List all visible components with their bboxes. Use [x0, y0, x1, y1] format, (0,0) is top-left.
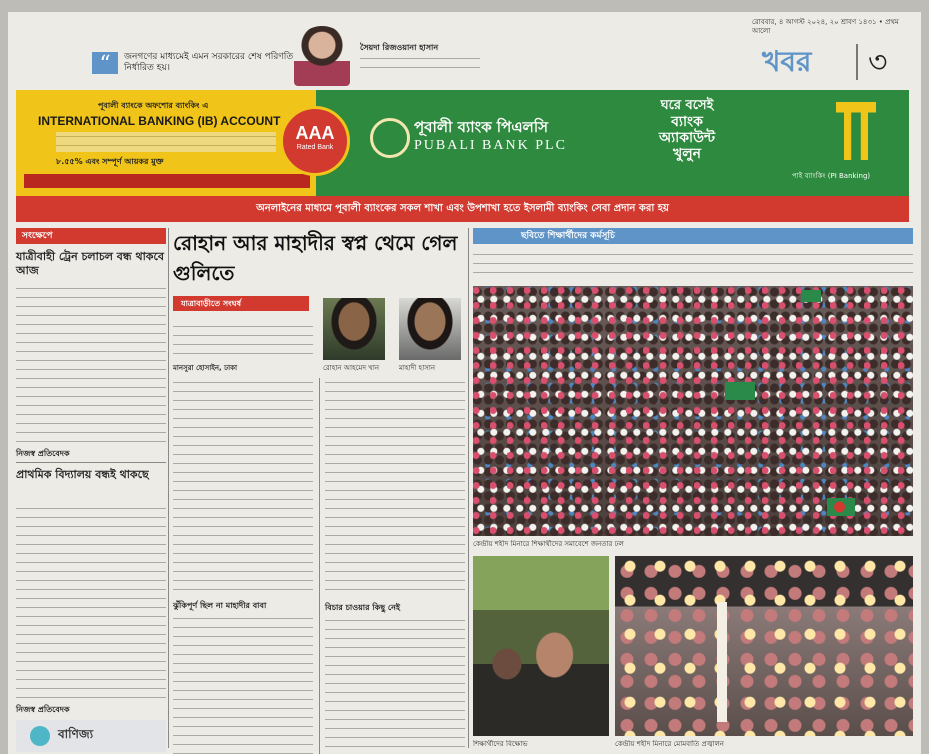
commerce-footer — [16, 720, 166, 752]
flag-icon-3 — [801, 290, 821, 302]
column-rule-3 — [468, 228, 469, 748]
sidebar-divider — [16, 462, 166, 463]
subhead: ঝুঁকিপূর্ণ ছিল না মাহাদীর বাবা — [173, 601, 267, 610]
badge-sub: Rated Bank — [296, 144, 334, 151]
ad-fineprint — [56, 132, 276, 152]
protest-photo — [473, 556, 609, 736]
quote-author-detail — [360, 54, 480, 72]
quote-author: সৈয়দা রিজওয়ানা হাসান — [360, 43, 439, 52]
candle-icon — [717, 602, 727, 722]
photo-section-label: ছবিতে শিক্ষার্থীদের কর্মসূচি — [473, 228, 913, 244]
page-number: ৩ — [868, 45, 888, 80]
cta-line-4: খুলুন — [673, 146, 701, 162]
caption-rohan: রোহান আহমেদ খান — [323, 364, 380, 372]
body-column-left-cont — [173, 614, 313, 754]
candle-vigil-caption: কেন্দ্রীয় শহীদ মিনারে মোমবাতি প্রজ্বালন — [615, 740, 724, 748]
photo-section — [473, 228, 913, 754]
intro-text — [173, 322, 313, 358]
subhead-2: বিচার চাওয়ার কিছু নেই — [325, 603, 401, 612]
pi-label: পাই ব্যাংকিং (PI Banking) — [792, 172, 871, 180]
story1-body — [16, 284, 166, 446]
candle-vigil-photo — [615, 556, 913, 736]
quote-icon: “ — [92, 52, 118, 74]
story1-credit: নিজস্ব প্রতিবেদক — [16, 449, 70, 458]
aaa-badge — [280, 106, 350, 176]
ad-lead: পূবালী ব্যাংকে অফশোর ব্যাংকিং এ — [98, 101, 209, 110]
body-column-left — [173, 378, 313, 594]
ad-yellow-panel — [16, 90, 316, 196]
ad-bottom-banner: অনলাইনের মাধ্যমে পূবালী ব্যাংকের সকল শাখা এবং উপশাখা হতে ইসলামী ব্যাংকিং সেবা প্রদান করা হয় — [16, 196, 909, 222]
newspaper-page — [8, 12, 921, 754]
ad-phone-strip — [24, 174, 310, 188]
portrait-rohan — [323, 298, 385, 360]
story2-headline: প্রাথমিক বিদ্যালয় বন্ধই থাকছে — [16, 468, 149, 481]
photo-section-intro — [473, 250, 913, 280]
story1-headline: যাত্রীবাহী ট্রেন চলাচল বন্ধ থাকবে আজ — [16, 250, 164, 277]
main-headline: রোহান আর মাহাদীর স্বপ্ন থেমে গেল গুলিতে — [173, 231, 458, 285]
flag-icon-2 — [827, 498, 855, 516]
crowd-caption: কেন্দ্রীয় শহীদ মিনারে শিক্ষার্থীদের সমাবেশে জনতার ঢল — [473, 540, 624, 548]
section-divider — [856, 44, 858, 80]
kicker-label: যাত্রাবাড়ীতে সংঘর্ষ — [173, 296, 309, 311]
crowd-photo — [473, 286, 913, 536]
section-title: খবর — [762, 45, 812, 78]
caption-mahadi: মাহাদী হাসান — [399, 364, 436, 372]
column-rule-1 — [168, 228, 169, 748]
cta-line-2: ব্যাংক — [671, 114, 703, 130]
byline: মানসুরা হোসাইন, ঢাকা — [173, 364, 238, 372]
body-column-right — [325, 378, 465, 598]
ad-title: INTERNATIONAL BANKING (IB) ACCOUNT — [38, 114, 281, 128]
badge-main: AAA — [295, 123, 335, 143]
commerce-label: বাণিজ্য — [58, 727, 94, 741]
dateline: রোববার, ৪ আগস্ট ২০২৪, ২০ শ্রাবণ ১৪৩১ • প্রথম আলো — [752, 18, 899, 35]
commerce-icon — [30, 726, 50, 746]
ad-cta — [622, 98, 752, 162]
story2-credit: নিজস্ব প্রতিবেদক — [16, 705, 70, 714]
portrait-mahadi — [399, 298, 461, 360]
story2-body — [16, 504, 166, 702]
pubali-bank-advert — [16, 90, 909, 222]
cta-line-3: অ্যাকাউন্ট — [658, 130, 716, 146]
flag-icon — [725, 382, 755, 400]
bank-logo-icon — [370, 118, 410, 158]
protest-caption: শিক্ষার্থীদের বিক্ষোভ — [473, 740, 528, 748]
pi-logo-icon — [836, 102, 876, 160]
body-column-right-cont — [325, 616, 465, 754]
masthead — [8, 12, 921, 90]
news-brief-sidebar — [16, 228, 166, 754]
quote-text: জনগণের মাধ্যমেই এমন সরকারের শেষ পরিণতি নির্ধারিত হয়। — [124, 52, 294, 73]
main-story — [173, 228, 465, 754]
brief-header: সংক্ষেপে — [16, 228, 166, 244]
bank-name-en: PUBALI BANK PLC — [414, 138, 567, 153]
cta-line-1: ঘরে বসেই — [660, 98, 714, 113]
ad-rate-line: ৮.৫৫% এবং সম্পূর্ণ আয়কর মুক্ত — [56, 157, 164, 166]
column-rule-2 — [319, 378, 320, 754]
author-portrait — [294, 26, 350, 86]
bank-name-bn: পূবালী ব্যাংক পিএলসি — [414, 118, 549, 136]
